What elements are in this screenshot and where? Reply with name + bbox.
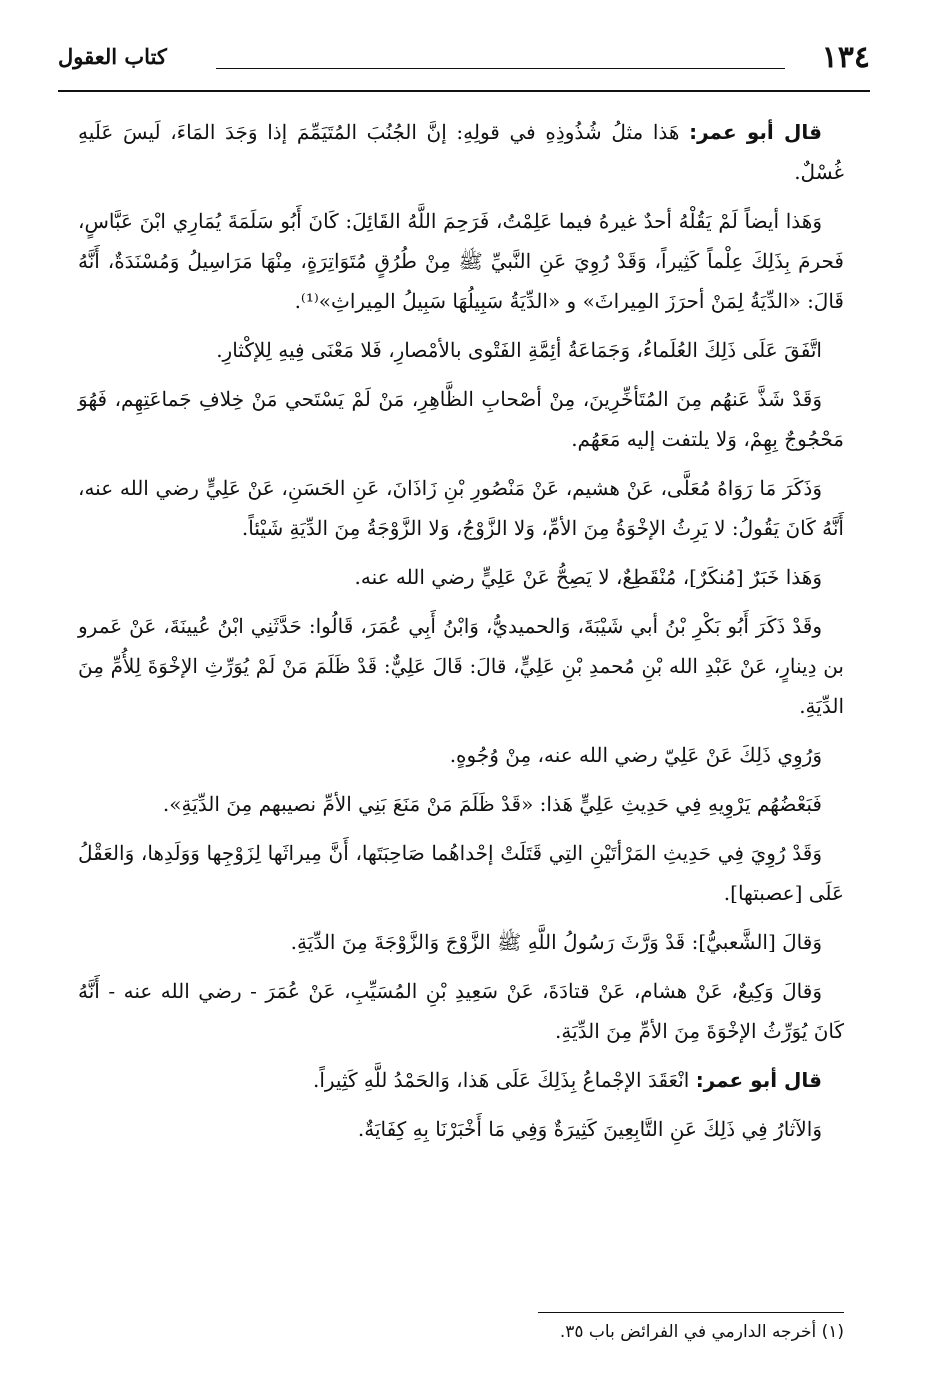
running-title: كتاب العقول <box>58 44 167 69</box>
paragraph-text: هَذا مثلُ شُذُوذِهِ في قولِهِ: إنَّ الجُنُبَ المُتَيَمِّمَ إذا وَجَدَ المَاءَ، لَيسَ عَلَيهِ غُسْلٌ. <box>78 120 844 184</box>
paragraph-text: وَهَذا خَبَرٌ [مُنكَرٌ]، مُنْقَطِعٌ، لا يَصِحُّ عَنْ عَلِيٍّ رضي الله عنه. <box>354 565 822 589</box>
paragraph-text: وَقَدْ رُوِيَ فِي حَدِيثِ المَرْأتَيْنِ التِي قَتَلَتْ إحْداهُما صَاحِبَتَها، أَنَّ مِيراثَها لِزَوْجِها وَوَلَدِها، وَالعَقْلُ عَلَى [عصبتها]. <box>78 841 844 905</box>
paragraph <box>78 606 844 726</box>
main-text <box>78 112 844 1158</box>
paragraph-text: وَذَكَرَ مَا رَوَاهُ مُعَلَّى، عَنْ هشيم، عَنْ مَنْصُورِ بْنِ زَاذَانَ، عَنِ الحَسَنِ، عَنْ عَلِيٍّ رضي الله عنه، أَنَّهُ كَانَ يَقُولُ: لا يَرِثُ الإخْوَةُ مِنَ الأمِّ، وَلا الزَّوْجُ، وَلا الزَّوْجَةُ مِنَ الدِّيَةِ شَيْئاً. <box>78 476 844 540</box>
paragraph <box>78 201 844 321</box>
paragraph-text: فَبَعْضُهُم يَرْوِيهِ فِي حَدِيثِ عَلِيٍّ هَذا: «قَدْ ظَلَمَ مَنْ مَنَعَ بَنِي الأمِّ نصيبهم مِنَ الدِّيَةِ». <box>162 792 822 816</box>
paragraph-text: انْعَقَدَ الإجْماعُ بِذَلِكَ عَلَى هَذا، وَالحَمْدُ للَّهِ كَثِيراً. <box>312 1068 696 1092</box>
paragraph <box>78 971 844 1051</box>
speaker-label: قال أبو عمر: <box>695 1068 822 1092</box>
paragraph-text: وَهَذا أيضاً لَمْ يَقُلْهُ أحدٌ غيرهُ فيما عَلِمْتُ، فَرَحِمَ اللَّهُ القَائِلَ: كَانَ أَبُو سَلَمَةَ يُمَارِي ابْنَ عَبَّاسٍ، فَحرمَ بِذَلِكَ عِلْماً كَثِيراً، وَقَدْ رُوِيَ عَنِ النَّبيِّ ﷺ مِنْ طُرُقٍ مُتَوَاتِرَةٍ، مِنْهَا مَرَاسِيلُ وَمُسْنَدَةٌ، أَنَّهُ قَالَ: «الدِّيَةُ لِمَنْ أحرَزَ المِيراثَ» و «الدِّيَةُ سَبِيلُهَا سَبِيلُ المِيراثِ»⁽¹⁾. <box>78 209 844 313</box>
header-divider-short <box>216 68 785 69</box>
paragraph <box>78 922 844 962</box>
paragraph-text: وَرُوِي ذَلِكَ عَنْ عَلِيّ رضي الله عنه، مِنْ وُجُوهٍ. <box>449 743 822 767</box>
paragraph <box>78 1060 844 1100</box>
paragraph <box>78 735 844 775</box>
page-number: ١٣٤ <box>821 40 870 75</box>
paragraph <box>78 557 844 597</box>
paragraph <box>78 379 844 459</box>
page-header <box>58 38 870 96</box>
paragraph-text: وقَدْ ذَكَرَ أَبُو بَكْرِ بْنُ أبي شَيْبَةَ، وَالحميديُّ، وَابْنُ أَبِي عُمَرَ، قَالُوا: حَدَّثَنِي ابْنُ عُيينَةَ، عَنْ عَمرو بن دِينارٍ، عَنْ عَبْدِ الله بْنِ مُحمدِ بْنِ عَلِيٍّ، قالَ: قَالَ عَلِيٌّ: قَدْ ظَلَمَ مَنْ لَمْ يُوَرِّثِ الإخْوَةَ لِلأُمِّ مِنَ الدِّيَةِ. <box>78 614 844 718</box>
footnote-divider <box>538 1312 844 1313</box>
paragraph-text: وَقَدْ شَذَّ عَنهُم مِنَ المُتَأخِّرِينَ، مِنْ أصْحابِ الظَّاهِرِ، مَنْ لَمْ يَسْتَحي مَنْ خِلافِ جَماعَتِهِم، فَهُوَ مَحْجُوجٌ بِهِمْ، وَلا يلتفت إليه مَعَهُم. <box>78 387 844 451</box>
paragraph <box>78 112 844 192</box>
paragraph <box>78 330 844 370</box>
paragraph <box>78 784 844 824</box>
paragraph <box>78 468 844 548</box>
paragraph-text: وَقالَ وَكِيعٌ، عَنْ هشام، عَنْ قتادَةَ، عَنْ سَعِيدِ بْنِ المُسَيِّبِ، عَنْ عُمَرَ - رضي الله عنه - أَنَّهُ كَانَ يُوَرِّثُ الإخْوَةَ مِنَ الأمِّ مِنَ الدِّيَةِ. <box>78 979 844 1043</box>
paragraph-text: وَقالَ [الشَّعبيُّ]: قَدْ وَرَّثَ رَسُولُ اللَّهِ ﷺ الزَّوْجَ وَالزَّوْجَةَ مِنَ الدِّيَةِ. <box>290 930 822 954</box>
speaker-label: قال أبو عمر: <box>689 120 822 144</box>
footnote: (١) أخرجه الدارمي في الفرائض باب ٣٥. <box>559 1322 844 1342</box>
paragraph <box>78 1109 844 1149</box>
paragraph-text: اتَّفَقَ عَلَى ذَلِكَ العُلَماءُ، وَجَمَاعَةُ أئِمَّةِ الفَتْوى بالأمْصارِ، فَلا مَعْنَى فِيهِ لِلإكْثارِ. <box>216 338 822 362</box>
paragraph-text: وَالآثارُ فِي ذَلِكَ عَنِ التَّابِعِينَ كَثِيرَةٌ وَفِي مَا أَخْبَرْنَا بِهِ كِفَايَةٌ. <box>357 1117 822 1141</box>
paragraph <box>78 833 844 913</box>
header-divider <box>58 90 870 92</box>
